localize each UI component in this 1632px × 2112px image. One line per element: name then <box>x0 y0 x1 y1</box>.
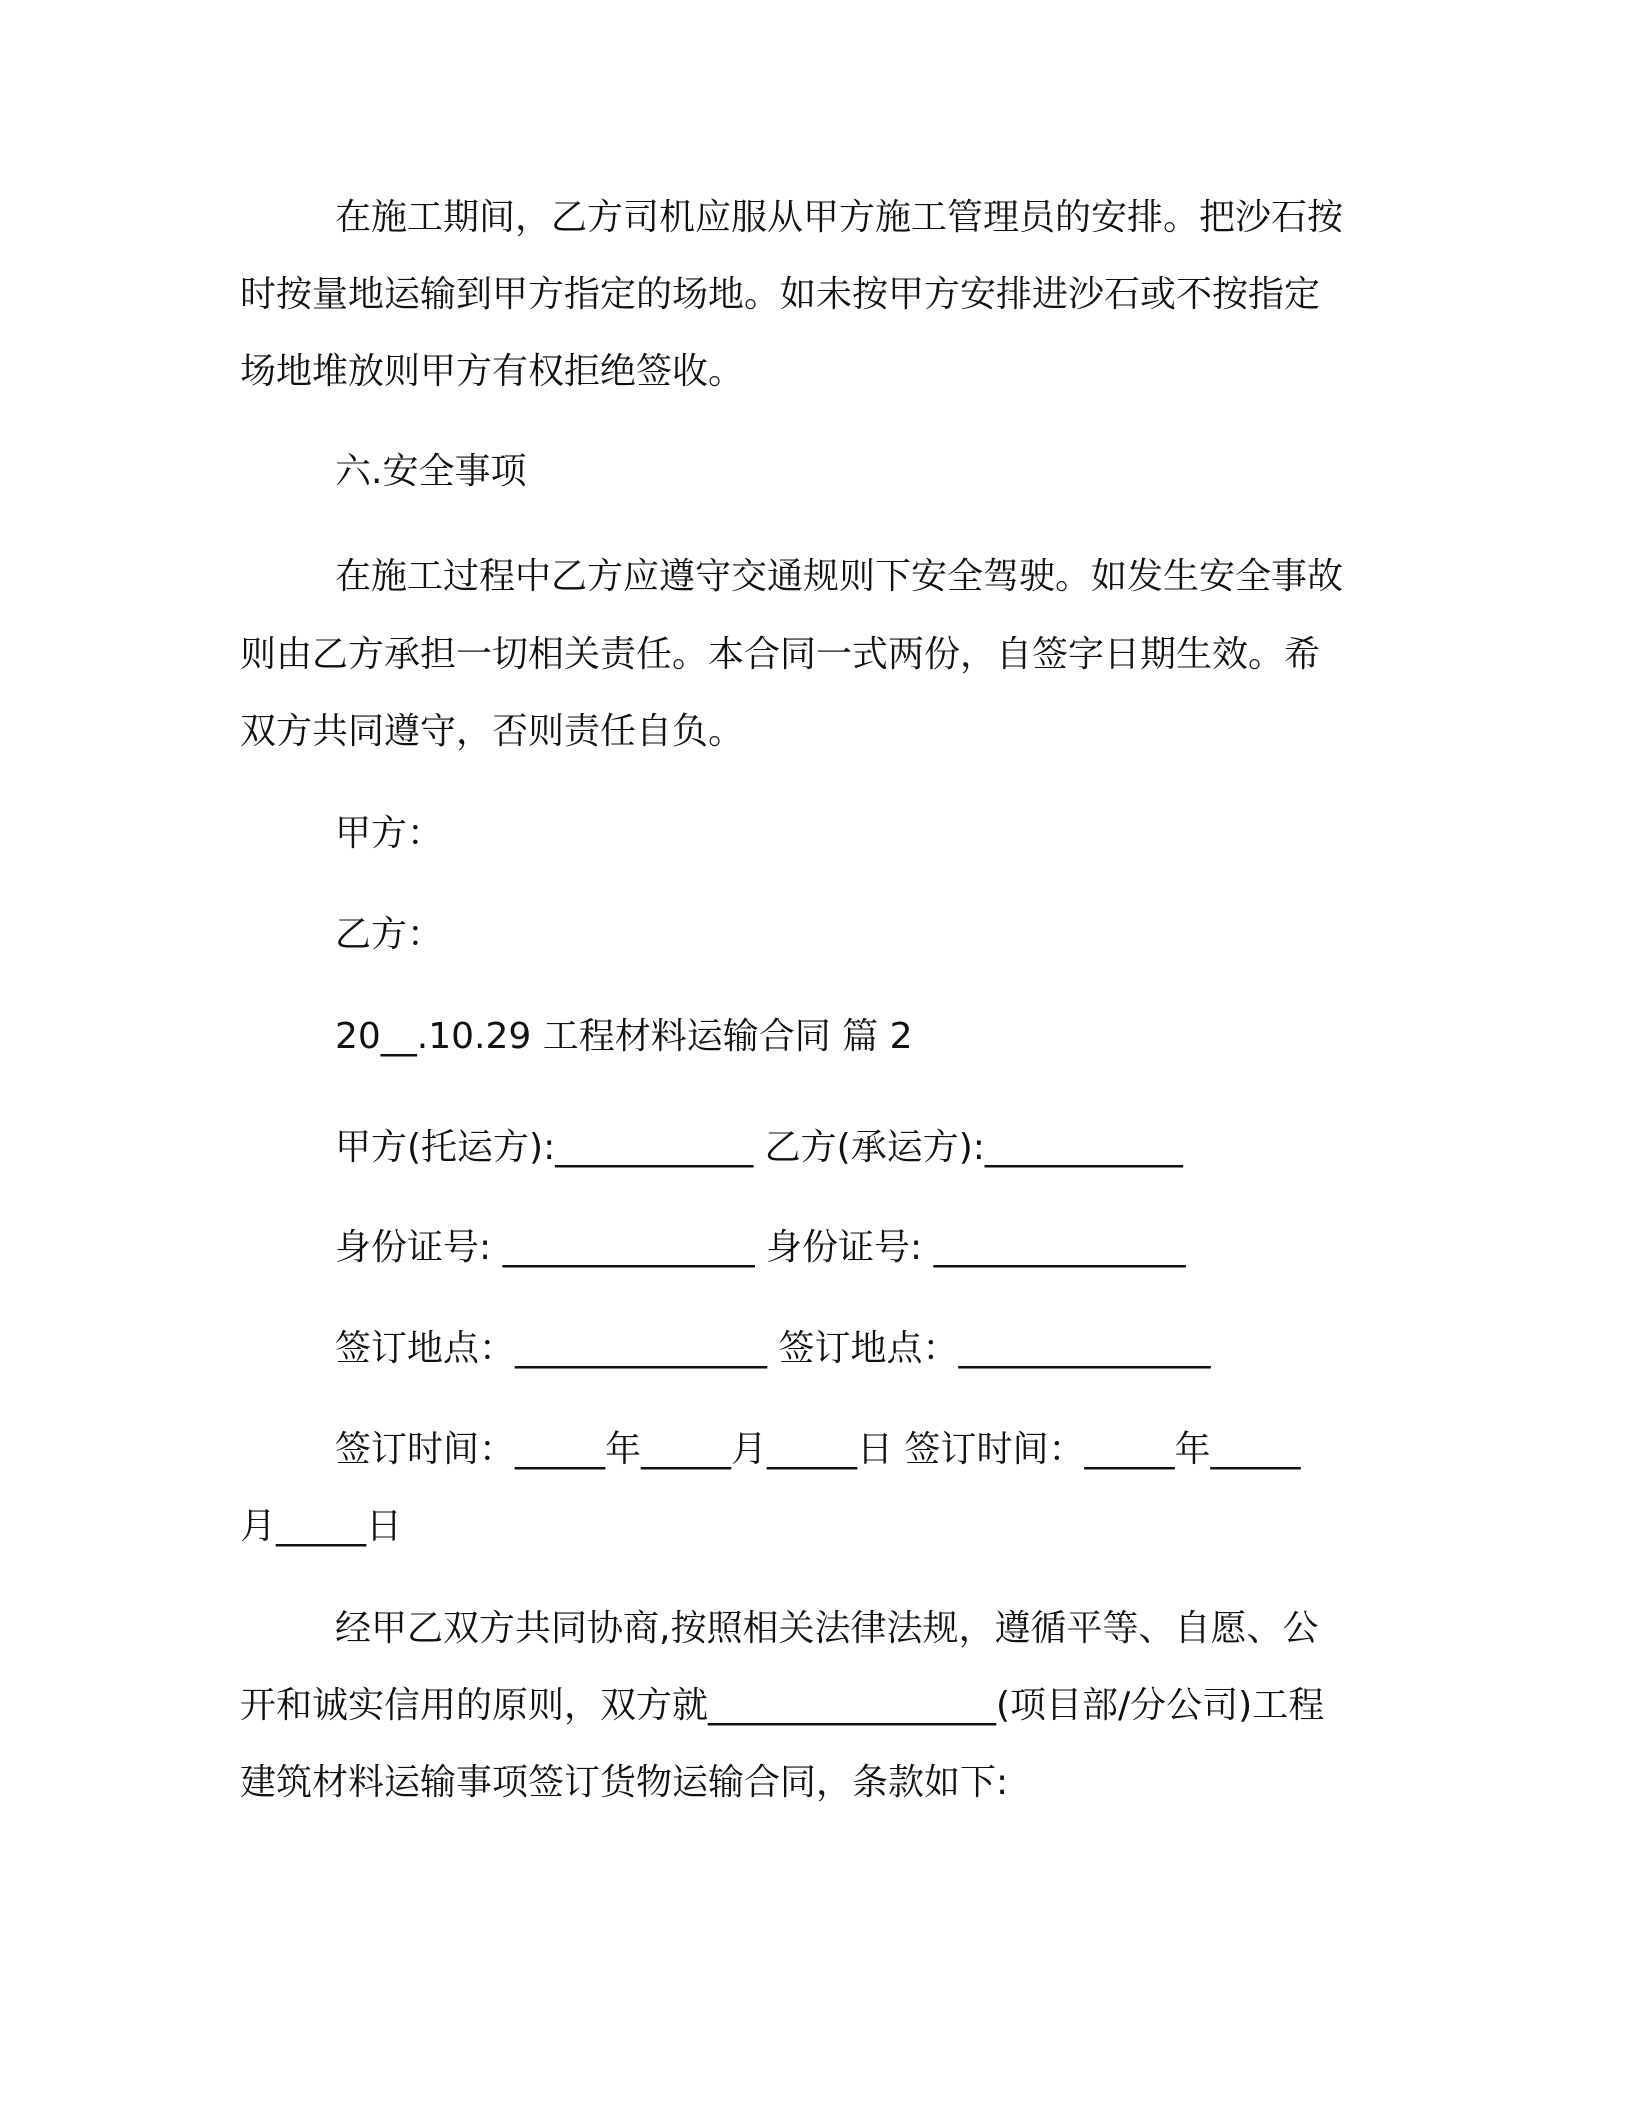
contract-heading: 20__.10.29 工程材料运输合同 篇 2 <box>335 1016 913 1057</box>
parties-line: 甲方(托运方):___________ 乙方(承运方):___________ <box>335 1127 1183 1168</box>
paragraph-line: 则由乙方承担一切相关责任。本合同一式两份，自签字日期生效。希 <box>240 634 1321 675</box>
signing-place-line: 签订地点：______________ 签订地点：______________ <box>335 1328 1211 1369</box>
paragraph-line: 时按量地运输到甲方指定的场地。如未按甲方安排进沙石或不按指定 <box>240 274 1321 315</box>
party-a-label: 甲方： <box>335 813 444 854</box>
paragraph-line: 开和诚实信用的原则，双方就________________(项目部/分公司)工程 <box>240 1685 1325 1726</box>
id-number-line: 身份证号: ______________ 身份证号: ______________ <box>335 1227 1186 1268</box>
signing-time-line: 签订时间：_____年_____月_____日 签订时间：_____年_____ <box>335 1429 1301 1470</box>
paragraph-line: 建筑材料运输事项签订货物运输合同，条款如下: <box>240 1762 1009 1803</box>
paragraph-line: 场地堆放则甲方有权拒绝签收。 <box>240 351 745 392</box>
paragraph-line: 双方共同遵守，否则责任自负。 <box>240 711 745 752</box>
party-b-label: 乙方： <box>335 914 444 955</box>
paragraph-line: 在施工过程中乙方应遵守交通规则下安全驾驶。如发生安全事故 <box>335 556 1344 597</box>
paragraph-line: 在施工期间，乙方司机应服从甲方施工管理员的安排。把沙石按 <box>335 197 1344 238</box>
paragraph-line: 经甲乙双方共同协商,按照相关法律法规，遵循平等、自愿、公 <box>335 1608 1319 1649</box>
section-heading: 六.安全事项 <box>335 451 527 492</box>
signing-time-line: 月_____日 <box>240 1506 403 1547</box>
